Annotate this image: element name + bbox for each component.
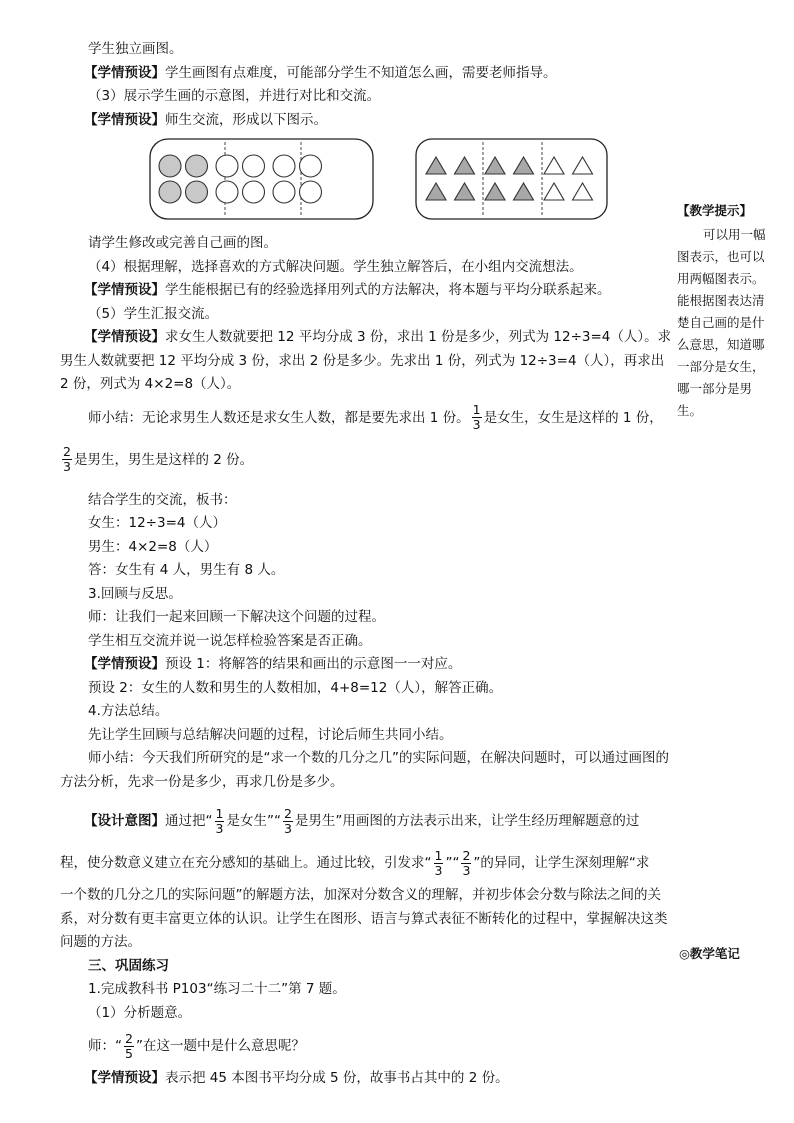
shaded-triangle — [426, 183, 446, 200]
triangle — [573, 183, 593, 200]
shaded-circle — [159, 155, 181, 177]
shaded-triangle — [485, 157, 505, 174]
paragraph: 程，使分数意义建立在充分感知的基础上。通过比较，引发求“ $\frac{1}{3}$ ”“ $\frac{2}{3}$ ”的异同，让学生深刻理解“求 — [60, 847, 650, 878]
fraction: $\frac{2}{3}$ — [462, 847, 471, 878]
circle — [216, 181, 238, 203]
paragraph: 【学情预设】求女生人数就要把 12 平均分成 3 份，求出 1 份是多少，列式为 12÷3=4（人）。求男生人数就要把 12 平均分成 3 份，求出 2 份是多少。先求出 1 份，列式为 12÷3=4（人），再求出 2 份，列式为 4×2=8（人）。 — [60, 329, 672, 392]
paragraph: 结合学生的交流，板书： — [88, 491, 237, 508]
triangle — [544, 157, 564, 174]
triangle — [544, 183, 564, 200]
paragraph: 女生：12÷3=4（人） — [88, 515, 226, 531]
tag-label: 【学情预设】 — [84, 64, 165, 81]
circle-diagram — [149, 138, 374, 220]
tag-label: 【学情预设】 — [84, 111, 165, 128]
paragraph: 【学情预设】师生交流，形成以下图示。 — [84, 111, 327, 128]
paragraph: 【学情预设】预设 1：将解答的结果和画出的示意图一一对应。 — [84, 656, 462, 672]
shaded-triangle — [514, 183, 534, 200]
triangle-diagram — [415, 138, 608, 220]
circle — [243, 181, 265, 203]
shaded-circle — [186, 155, 208, 177]
shaded-triangle — [514, 157, 534, 174]
circle — [300, 181, 322, 203]
shaded-triangle — [485, 183, 505, 200]
paragraph: $\frac{2}{3}$ 是男生，男生是这样的 2 份。 — [63, 444, 254, 474]
fraction: $\frac{2}{5}$ — [125, 1030, 133, 1061]
shaded-circle — [159, 181, 181, 203]
paragraph: 男生：4×2=8（人） — [88, 538, 218, 555]
tag-label: 【学情预设】 — [84, 1070, 165, 1086]
circle — [216, 155, 238, 177]
paragraph: 【设计意图】通过把“ $\frac{1}{3}$ 是女生”“ $\frac{2}{3}$ 是男生”用画图的方法表示出来，让学生经历理解题意的过 — [84, 805, 640, 836]
fraction: $\frac{1}{3}$ — [215, 805, 224, 836]
tip-title: 【教学提示】 — [677, 203, 753, 218]
teaching-tip-sidebar — [677, 200, 772, 422]
paragraph: 学生独立画图。 — [88, 41, 183, 57]
circle — [300, 155, 322, 177]
shaded-triangle — [455, 157, 475, 174]
lesson-content — [60, 38, 675, 1091]
teaching-notes-label: ◎教学笔记 — [679, 946, 740, 961]
tip-body: 可以用一幅图表示，也可以用两幅图表示。能根据图表达清楚自己画的是什么意思，知道哪一部分是女生，哪一部分是男生。 — [677, 227, 766, 418]
paragraph: 预设 2：女生的人数和男生的人数相加，4+8=12（人），解答正确。 — [88, 679, 503, 696]
tag-label: 【学情预设】 — [84, 329, 165, 345]
fraction: $\frac{2}{3}$ — [283, 805, 292, 836]
paragraph: 师小结：今天我们所研究的是“求一个数的几分之几”的实际问题，在解决问题时，可以通过画图的方法分析，先求一份是多少，再求几份是多少。 — [60, 750, 669, 790]
tag-label: 【学情预设】 — [84, 656, 165, 672]
shaded-circle — [186, 181, 208, 203]
fraction: $\frac{1}{3}$ — [472, 402, 481, 432]
circle — [273, 181, 295, 203]
paragraph: 学生相互交流并说一说怎样检验答案是否正确。 — [88, 632, 372, 649]
paragraph: 答：女生有 4 人，男生有 8 人。 — [88, 562, 285, 578]
paragraph: 先让学生回顾与总结解决问题的过程，讨论后师生共同小结。 — [88, 726, 453, 743]
paragraph: 4.方法总结。 — [88, 703, 169, 719]
circle — [273, 155, 295, 177]
fraction: $\frac{2}{3}$ — [63, 444, 71, 474]
paragraph: （1）分析题意。 — [88, 1004, 192, 1021]
paragraph: 师：“ $\frac{2}{5}$ ”在这一题中是什么意思呢？ — [88, 1030, 305, 1061]
paragraph: 请学生修改或完善自己画的图。 — [88, 235, 277, 251]
paragraph: 一个数的几分之几的实际问题”的解题方法，加深对分数含义的理解，并初步体会分数与除法之间的关系，对分数有更丰富更立体的认识。让学生在图形、语言与算式表征不断转化的过程中，掌握解决这类问题的方法。 — [60, 887, 668, 950]
paragraph: （4）根据理解，选择喜欢的方式解决问题。学生独立解答后，在小组内交流想法。 — [88, 258, 583, 275]
paragraph: （3）展示学生画的示意图，并进行对比和交流。 — [88, 88, 381, 104]
paragraph: 【学情预设】表示把 45 本图书平均分成 5 份，故事书占其中的 2 份。 — [84, 1070, 509, 1086]
triangle — [573, 157, 593, 174]
fraction: $\frac{1}{3}$ — [434, 847, 443, 878]
tag-label: 【设计意图】 — [84, 813, 165, 829]
paragraph: 师：让我们一起来回顾一下解决这个问题的过程。 — [88, 609, 385, 625]
tag-label: 【学情预设】 — [84, 282, 165, 298]
paragraph: 【学情预设】学生能根据已有的经验选择用列式的方法解决，将本题与平均分联系起来。 — [84, 282, 611, 298]
section-heading: 三、巩固练习 — [88, 957, 169, 974]
fraction-diagrams — [60, 132, 675, 232]
paragraph: 【学情预设】学生画图有点难度，可能部分学生不知道怎么画，需要老师指导。 — [84, 64, 557, 81]
paragraph: 1.完成教科书 P103“练习二十二”第 7 题。 — [88, 981, 346, 997]
shaded-triangle — [426, 157, 446, 174]
circle — [243, 155, 265, 177]
paragraph: （5）学生汇报交流。 — [88, 305, 219, 322]
paragraph: 3.回顾与反思。 — [88, 585, 182, 602]
shaded-triangle — [455, 183, 475, 200]
paragraph: 师小结：无论求男生人数还是求女生人数，都是要先求出 1 份。 $\frac{1}{3}$ 是女生，女生是这样的 1 份， — [88, 402, 663, 432]
